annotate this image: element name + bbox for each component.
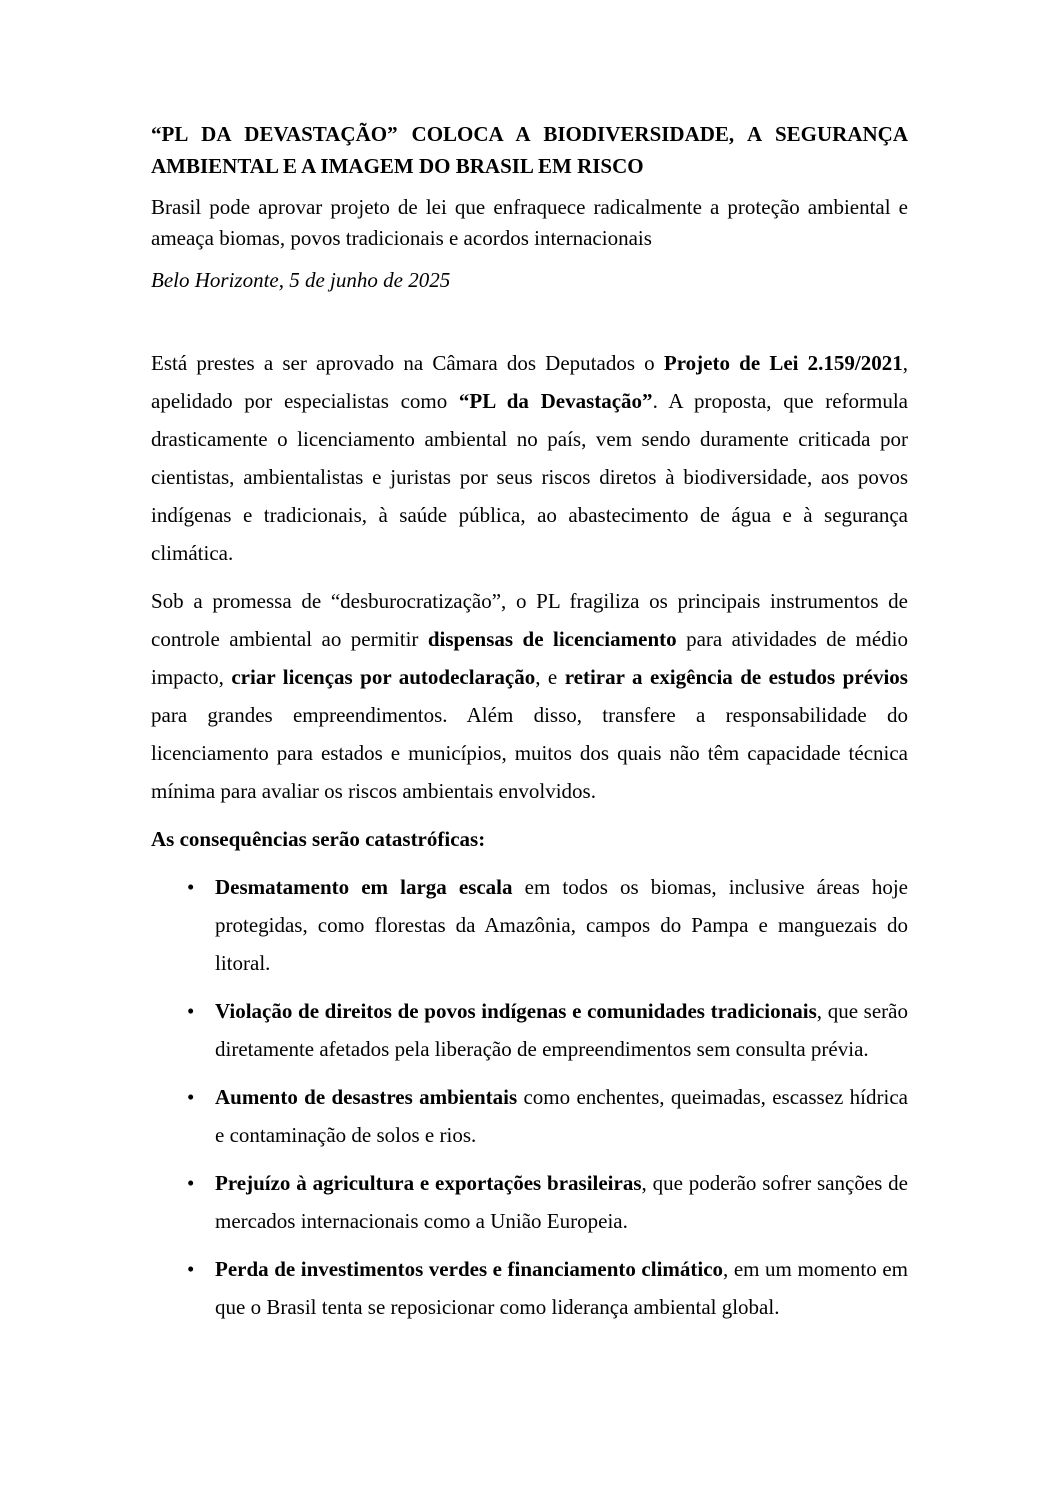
list-item-violacao-direitos: [151, 992, 908, 1068]
bullet-icon: •: [187, 1257, 195, 1281]
list-item-text: Violação de direitos de povos indígenas e comunidades tradicionais, que serão diretamente afetados pela liberação de empreendimentos sem consulta prévia.: [215, 999, 908, 1061]
paragraph-intro-pl: Está prestes a ser aprovado na Câmara dos Deputados o Projeto de Lei 2.159/2021, apelidado por especialistas como “PL da Devastação”. A proposta, que reformula drasticamente o licenciamento ambiental no país, vem sendo duramente criticada por cientistas, ambientalistas e juristas por seus riscos diretos à biodiversidade, aos povos indígenas e tradicionais, à saúde pública, ao abastecimento de água e à segurança climática.: [151, 351, 909, 565]
list-item-text: Prejuízo à agricultura e exportações brasileiras, que poderão sofrer sanções de mercados internacionais como a União Europeia.: [215, 1171, 908, 1233]
list-item-perda-investimentos: [151, 1250, 908, 1326]
paragraph-desburocratizacao: Sob a promessa de “desburocratização”, o PL fragiliza os principais instrumentos de controle ambiental ao permitir dispensas de licenciamento para atividades de médio impacto, criar licenças por autodeclaração, e retirar a exigência de estudos prévios para grandes empreendimentos. Além disso, transfere a responsabilidade do licenciamento para estados e municípios, muitos dos quais não têm capacidade técnica mínima para avaliar os riscos ambientais envolvidos.: [151, 589, 909, 803]
bullet-icon: •: [187, 875, 195, 899]
list-item-desastres-ambientais: [151, 1078, 908, 1154]
consequences-heading: As consequências serão catastróficas:: [151, 827, 486, 851]
bullet-icon: •: [187, 1085, 195, 1109]
list-item-text: Perda de investimentos verdes e financiamento climático, em um momento em que o Brasil tenta se reposicionar como liderança ambiental global.: [215, 1257, 908, 1319]
document-title: “PL DA DEVASTAÇÃO” COLOCA A BIODIVERSIDADE, A SEGURANÇA AMBIENTAL E A IMAGEM DO BRASIL EM RISCO: [151, 122, 908, 178]
list-item-text: Desmatamento em larga escala em todos os biomas, inclusive áreas hoje protegidas, como florestas da Amazônia, campos do Pampa e manguezais do litoral.: [215, 875, 909, 975]
list-item-text: Aumento de desastres ambientais como enchentes, queimadas, escassez hídrica e contaminação de solos e rios.: [215, 1085, 908, 1147]
list-item-prejuizo-agricultura: [151, 1164, 908, 1240]
list-item-desmatamento: [151, 868, 908, 982]
bullet-icon: •: [187, 1171, 195, 1195]
consequences-list: [151, 868, 908, 1326]
document-dateline: Belo Horizonte, 5 de junho de 2025: [151, 268, 451, 292]
document-subtitle: Brasil pode aprovar projeto de lei que enfraquece radicalmente a proteção ambiental e ameaça biomas, povos tradicionais e acordos internacionais: [151, 195, 908, 250]
bullet-icon: •: [187, 999, 195, 1023]
